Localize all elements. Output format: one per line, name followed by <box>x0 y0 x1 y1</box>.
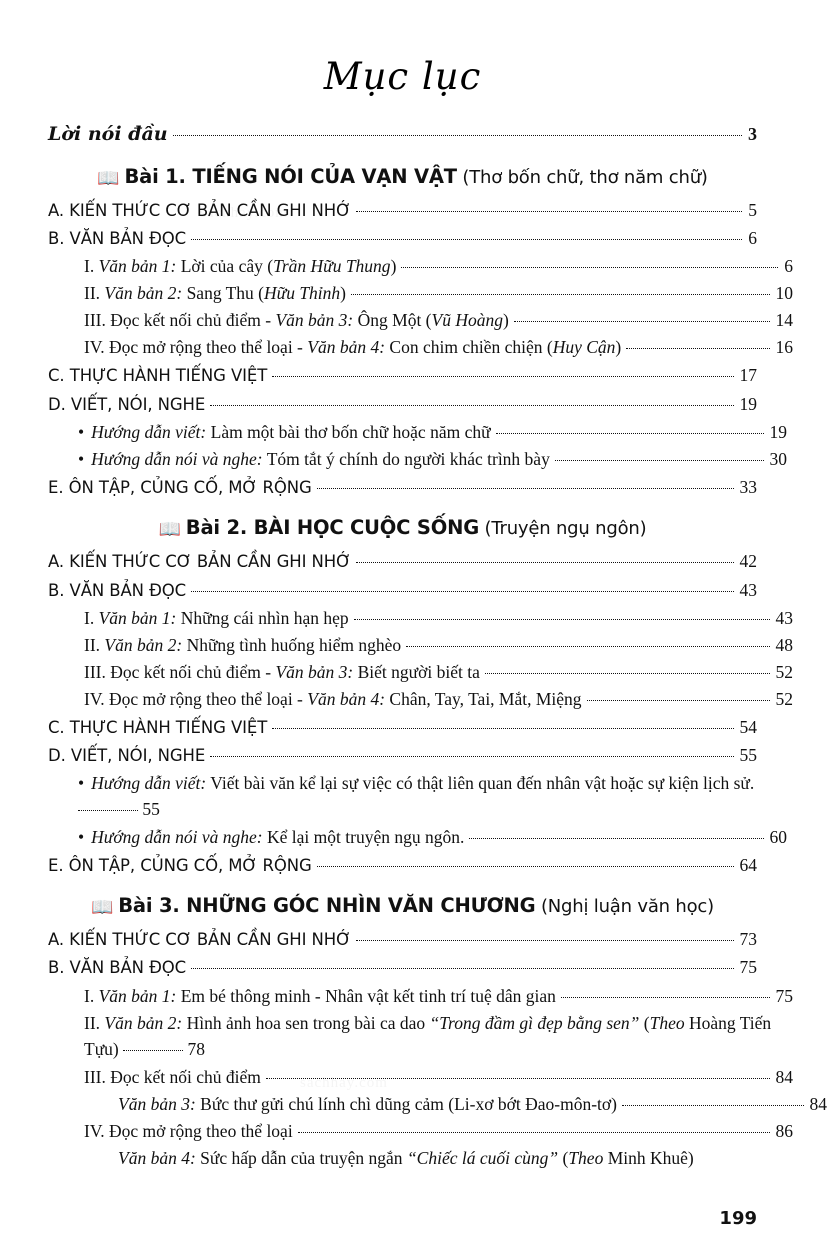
toc-entry-page: 86 <box>775 1120 793 1141</box>
toc-entry-label: • Hướng dẫn viết: Viết bài văn kể lại sự việc có thật liên quan đến nhân vật hoặc sự kiện lịch sử. 55 <box>78 773 755 820</box>
toc-entry[interactable] <box>48 1118 793 1145</box>
toc-entry-label: • Hướng dẫn nói và nghe: Kể lại một truyện ngụ ngôn. <box>78 826 465 847</box>
toc-entry-page: 84 <box>809 1093 827 1114</box>
toc-entry[interactable] <box>48 334 793 361</box>
preface-page: 3 <box>748 124 757 144</box>
leader-dots <box>406 646 769 647</box>
leader-dots <box>298 1132 770 1133</box>
toc-entry-label: B. VĂN BẢN ĐỌC <box>48 228 187 248</box>
toc-entry[interactable] <box>48 548 757 575</box>
toc-entry[interactable] <box>48 577 757 604</box>
toc-entry-page: 19 <box>739 393 757 414</box>
toc-entry[interactable] <box>48 1145 827 1171</box>
toc-entry-preface[interactable] <box>48 120 757 149</box>
page-title: Mục lục <box>323 55 482 98</box>
leader-dots <box>191 968 733 969</box>
toc-entry-label: • Hướng dẫn viết: Làm một bài thơ bốn chữ hoặc năm chữ <box>78 421 491 442</box>
toc-entry[interactable] <box>48 824 787 851</box>
unit-heading-subtitle: (Thơ bốn chữ, thơ năm chữ) <box>456 166 708 188</box>
open-book-icon: 📖 <box>91 897 114 919</box>
toc-entry-label: I. Văn bản 1: Những cái nhìn hạn hẹp <box>84 607 349 628</box>
toc-entry[interactable] <box>48 307 793 334</box>
toc-entry-page: 52 <box>775 661 793 682</box>
toc-entry[interactable] <box>48 253 793 280</box>
toc-entry-page: 78 <box>187 1039 206 1060</box>
toc-entry[interactable] <box>48 605 793 632</box>
toc-entry-page: 55 <box>142 799 160 820</box>
toc-entry-page: 17 <box>739 365 757 386</box>
leader-dots <box>626 348 769 349</box>
toc-entry-label: I. Văn bản 1: Lời của cây (Trần Hữu Thung) <box>84 256 397 277</box>
toc-entry-page: 19 <box>769 421 787 442</box>
toc-entry[interactable] <box>48 926 757 953</box>
toc-entry[interactable] <box>48 1064 793 1091</box>
toc-entry-page: 30 <box>769 448 787 469</box>
bullet-icon: • <box>78 448 85 469</box>
toc-entry[interactable] <box>48 632 793 659</box>
unit-heading-text: Bài 2. BÀI HỌC CUỘC SỐNG <box>185 516 480 540</box>
toc-entry-page: 75 <box>775 985 793 1006</box>
toc-entry-label: III. Đọc kết nối chủ điểm - Văn bản 3: Ông Một (Vũ Hoàng) <box>84 310 509 331</box>
toc-entry-label: II. Văn bản 2: Hình ảnh hoa sen trong bài ca dao “Trong đầm gì đẹp bằng sen” (Theo Hoàng Tiến Tựu) 78 <box>84 1013 772 1060</box>
leader-dots <box>587 700 770 701</box>
unit-heading-subtitle: (Truyện ngụ ngôn) <box>479 518 647 540</box>
toc-entry[interactable] <box>48 1091 827 1118</box>
bullet-icon: • <box>78 421 85 442</box>
leader-dots <box>272 376 733 377</box>
preface-label: Lời nói đầu <box>48 123 168 145</box>
unit-heading-text: Bài 1. TIẾNG NÓI CỦA VẠN VẬT <box>124 164 457 188</box>
toc-entry-label: III. Đọc kết nối chủ điểm <box>84 1066 261 1087</box>
toc-entry-page: 43 <box>775 607 793 628</box>
toc-content <box>0 120 827 1172</box>
toc-entry-label: C. THỰC HÀNH TIẾNG VIỆT <box>48 366 268 386</box>
toc-entry-page: 73 <box>739 929 757 950</box>
page-number: 199 <box>719 1208 757 1229</box>
leader-dots <box>622 1105 804 1106</box>
toc-entry-page: 16 <box>775 337 793 358</box>
leader-dots <box>514 321 770 322</box>
toc-entry-page: 10 <box>775 283 793 304</box>
toc-entry-page: 75 <box>739 957 757 978</box>
leader-dots <box>317 866 734 867</box>
unit-heading <box>48 894 757 918</box>
toc-entry-page: 43 <box>739 579 757 600</box>
toc-entry-label: IV. Đọc mở rộng theo thể loại - Văn bản 4: Con chim chiền chiện (Huy Cận) <box>84 337 622 358</box>
leader-dots <box>173 135 742 136</box>
toc-entry-label: D. VIẾT, NÓI, NGHE <box>48 394 206 414</box>
units-container <box>48 164 827 1172</box>
unit-heading-text: Bài 3. NHỮNG GÓC NHÌN VĂN CHƯƠNG <box>118 894 536 918</box>
unit-heading <box>48 516 757 540</box>
toc-entry[interactable] <box>48 362 757 389</box>
leader-dots <box>354 619 770 620</box>
toc-entry-label: C. THỰC HÀNH TIẾNG VIỆT <box>48 717 268 737</box>
toc-entry[interactable] <box>48 474 757 501</box>
toc-entry[interactable] <box>48 225 757 252</box>
toc-entry-label: • Hướng dẫn nói và nghe: Tóm tắt ý chính do người khác trình bày <box>78 448 550 469</box>
leader-dots <box>266 1078 770 1079</box>
toc-entry-page: 14 <box>775 310 793 331</box>
leader-dots <box>272 728 733 729</box>
unit-heading <box>48 165 757 189</box>
toc-entry-page: 52 <box>775 688 793 709</box>
bullet-icon: • <box>78 826 85 847</box>
toc-entry[interactable] <box>48 954 757 981</box>
leader-dots <box>210 756 733 757</box>
toc-entry-label: E. ÔN TẬP, CỦNG CỐ, MỞ RỘNG <box>48 477 312 497</box>
toc-entry[interactable] <box>48 280 793 307</box>
toc-entry-page: 5 <box>748 199 757 220</box>
toc-entry-page: 55 <box>739 745 757 766</box>
toc-entry[interactable] <box>48 446 787 473</box>
toc-entry-page: 84 <box>775 1066 793 1087</box>
toc-entry-label: I. Văn bản 1: Em bé thông minh - Nhân vật kết tinh trí tuệ dân gian <box>84 985 556 1006</box>
leader-dots <box>210 405 733 406</box>
toc-entry-label: A. KIẾN THỨC CƠ BẢN CẦN GHI NHỚ <box>48 200 352 220</box>
leader-dots <box>555 460 764 461</box>
toc-entry[interactable] <box>48 197 757 224</box>
leader-dots <box>317 488 734 489</box>
toc-entry[interactable] <box>48 1010 793 1063</box>
toc-entry-label: D. VIẾT, NÓI, NGHE <box>48 746 206 766</box>
leader-dots <box>356 211 742 212</box>
leader-dots <box>496 433 764 434</box>
toc-entry[interactable] <box>48 686 793 713</box>
open-book-icon: 📖 <box>158 519 181 541</box>
toc-entry-label: II. Văn bản 2: Sang Thu (Hữu Thỉnh) <box>84 283 346 304</box>
toc-entry-label: A. KIẾN THỨC CƠ BẢN CẦN GHI NHỚ <box>48 930 352 950</box>
toc-entry[interactable] <box>48 659 793 686</box>
toc-entry[interactable] <box>48 419 787 446</box>
toc-entry-page: 6 <box>784 256 793 277</box>
toc-entry-label: Văn bản 4: Sức hấp dẫn của truyện ngắn “Chiếc lá cuối cùng” (Theo Minh Khuê) <box>118 1148 694 1169</box>
toc-entry-label: A. KIẾN THỨC CƠ BẢN CẦN GHI NHỚ <box>48 552 352 572</box>
toc-entry-page: 48 <box>775 634 793 655</box>
toc-entry-page: 60 <box>769 826 787 847</box>
toc-page <box>0 55 827 1255</box>
toc-entry-page: 42 <box>739 551 757 572</box>
toc-entry-label: B. VĂN BẢN ĐỌC <box>48 958 187 978</box>
toc-entry[interactable] <box>48 770 787 823</box>
leader-dots <box>356 940 733 941</box>
toc-entry-label: Văn bản 3: Bức thư gửi chú lính chì dũng cảm (Li-xơ bớt Đao-môn-tơ) <box>118 1093 617 1114</box>
leader-dots <box>561 997 770 998</box>
toc-entry[interactable] <box>48 714 757 741</box>
toc-entry-label: IV. Đọc mở rộng theo thể loại - Văn bản 4: Chân, Tay, Tai, Mắt, Miệng <box>84 688 582 709</box>
toc-entry-page: 54 <box>739 716 757 737</box>
leader-dots <box>401 267 778 268</box>
leader-dots <box>469 838 763 839</box>
toc-entry-label: II. Văn bản 2: Những tình huống hiểm nghèo <box>84 634 402 655</box>
toc-entry-page: 33 <box>739 476 757 497</box>
toc-entry[interactable] <box>48 852 757 879</box>
unit-heading-subtitle: (Nghị luận văn học) <box>535 896 714 918</box>
leader-dots <box>191 591 733 592</box>
leader-dots <box>356 562 733 563</box>
toc-entry-page: 6 <box>748 227 757 248</box>
leader-dots <box>485 673 770 674</box>
toc-entry-page: 64 <box>739 854 757 875</box>
toc-entry-label: B. VĂN BẢN ĐỌC <box>48 580 187 600</box>
toc-entry-label: III. Đọc kết nối chủ điểm - Văn bản 3: Biết người biết ta <box>84 661 480 682</box>
leader-dots <box>191 239 742 240</box>
toc-entry-label: E. ÔN TẬP, CỦNG CỐ, MỞ RỘNG <box>48 855 312 875</box>
toc-entry-label: IV. Đọc mở rộng theo thể loại <box>84 1120 293 1141</box>
toc-entry[interactable] <box>48 742 757 769</box>
leader-dots <box>351 294 770 295</box>
toc-entry[interactable] <box>48 983 793 1010</box>
bullet-icon: • <box>78 773 85 794</box>
open-book-icon: 📖 <box>97 167 120 189</box>
toc-entry[interactable] <box>48 391 757 418</box>
